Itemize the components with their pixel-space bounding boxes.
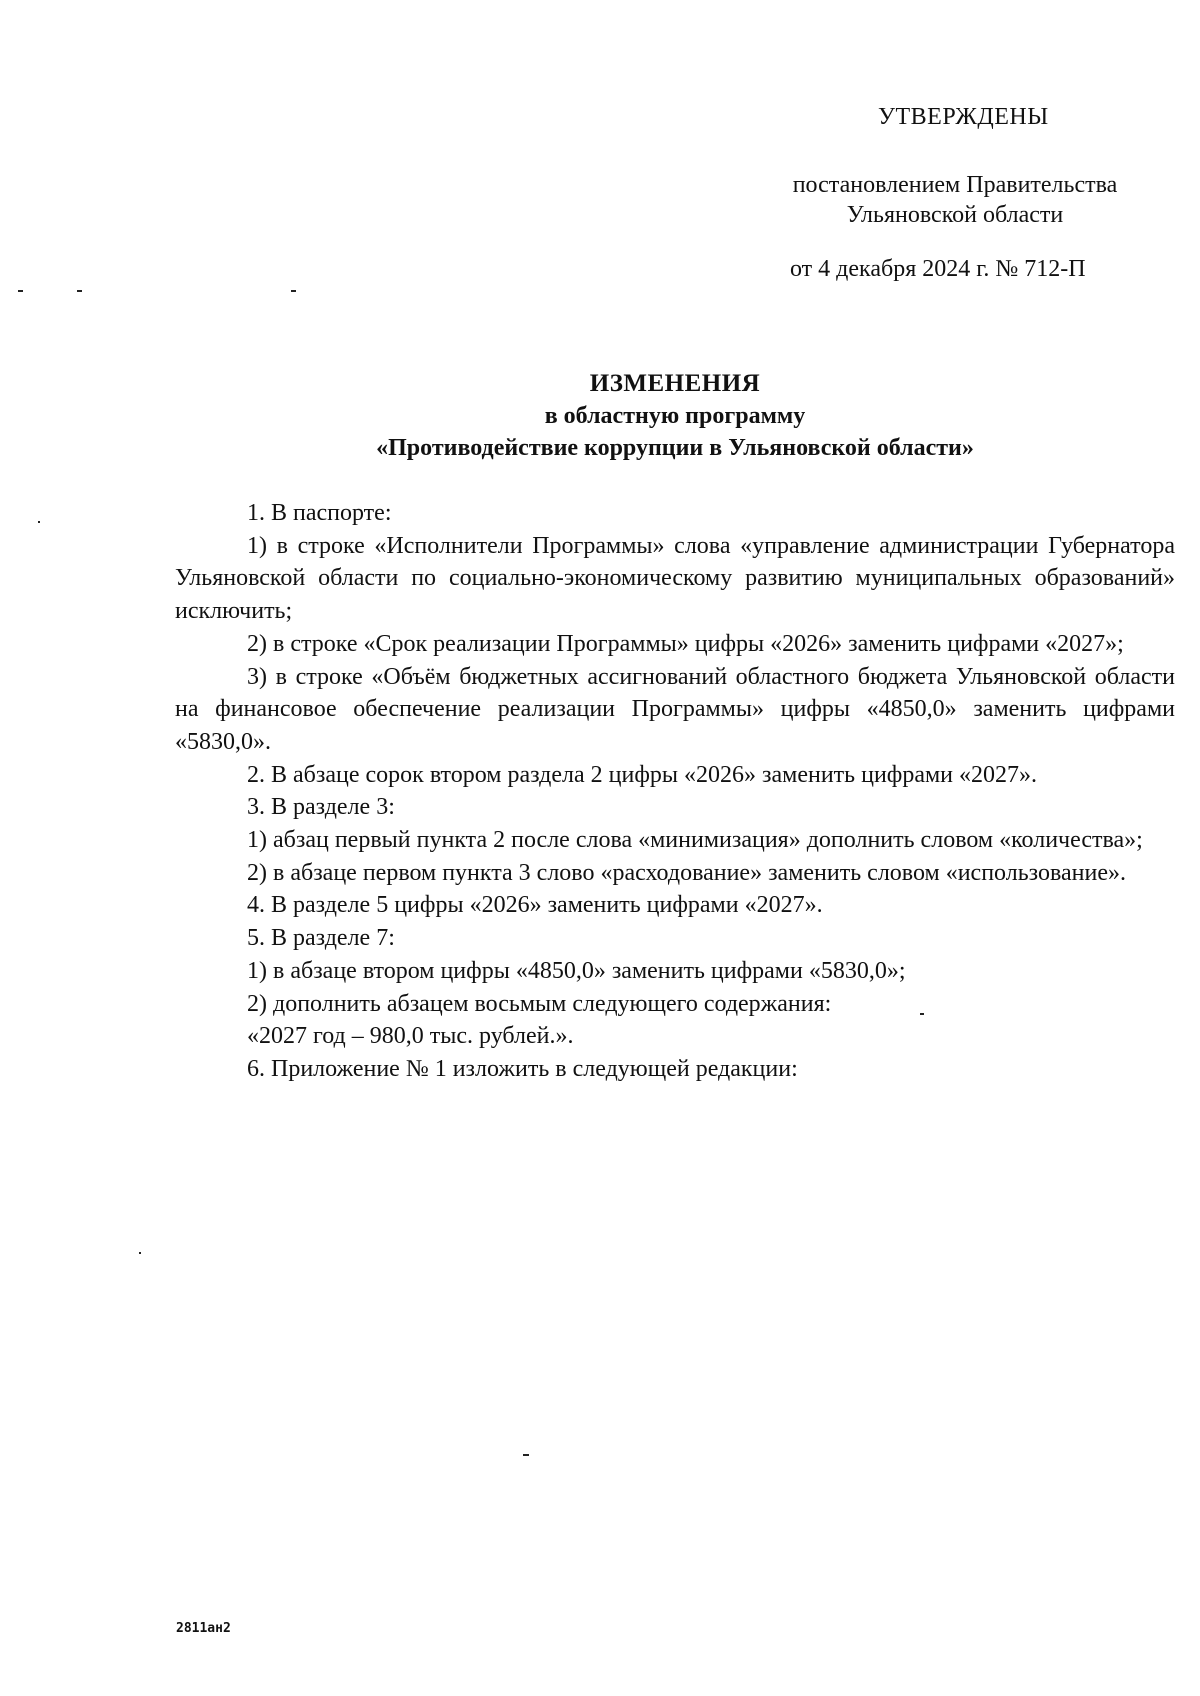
document-heading	[175, 368, 1175, 464]
approval-date: от 4 декабря 2024 г. № 712-П	[790, 256, 1086, 282]
scan-speck	[523, 1454, 529, 1456]
document-title: ИЗМЕНЕНИЯ	[589, 370, 761, 397]
paragraph: 2) дополнить абзацем восьмым следующего содержания:	[247, 990, 832, 1017]
scan-speck	[77, 290, 82, 292]
paragraph: 1) в строке «Исполнители Программы» слова «управление администрации Губернатора Ульяновской области по социально-экономическому развитию муниципальных образований» исключить;	[175, 532, 1175, 625]
approval-authority	[760, 170, 1150, 230]
paragraph: 1) абзац первый пункта 2 после слова «минимизация» дополнить словом «количества»;	[247, 827, 1143, 854]
document-subtitle-line2: «Противодействие коррупции в Ульяновской области»	[376, 435, 974, 461]
paragraph: 1) в абзаце втором цифры «4850,0» заменить цифрами «5830,0»;	[247, 957, 906, 984]
paragraph: 2. В абзаце сорок втором раздела 2 цифры «2026» заменить цифрами «2027».	[247, 761, 1038, 788]
paragraph: 6. Приложение № 1 изложить в следующей редакции:	[247, 1055, 798, 1082]
paragraph: 5. В разделе 7:	[247, 925, 395, 952]
paragraph: 2) в абзаце первом пункта 3 слово «расходование» заменить словом «использование».	[247, 859, 1126, 886]
scan-speck	[920, 1013, 924, 1015]
paragraph: 1. В паспорте:	[247, 500, 392, 526]
scan-speck	[139, 1252, 141, 1254]
document-subtitle-line1: в областную программу	[544, 403, 806, 429]
paragraph: 3. В разделе 3:	[247, 794, 395, 821]
scan-speck	[38, 521, 40, 523]
scan-speck	[18, 290, 23, 292]
paragraph: 3) в строке «Объём бюджетных ассигнований областного бюджета Ульяновской области на финансовое обеспечение реализации Программы» цифры «4850,0» заменить цифрами «5830,0».	[175, 663, 1175, 755]
approval-authority-line2: Ульяновской области	[846, 202, 1064, 228]
paragraph: «2027 год – 980,0 тыс. рублей.».	[247, 1023, 574, 1050]
document-code: 2811ан2	[176, 1621, 231, 1636]
document-body	[175, 497, 1175, 1086]
paragraph: 4. В разделе 5 цифры «2026» заменить цифрами «2027».	[247, 892, 823, 919]
approval-title: УТВЕРЖДЕНЫ	[878, 104, 1049, 130]
paragraph: 2) в строке «Срок реализации Программы» цифры «2026» заменить цифрами «2027»;	[247, 630, 1124, 657]
scan-speck	[291, 290, 296, 292]
approval-authority-line1: постановлением Правительства	[792, 172, 1118, 198]
